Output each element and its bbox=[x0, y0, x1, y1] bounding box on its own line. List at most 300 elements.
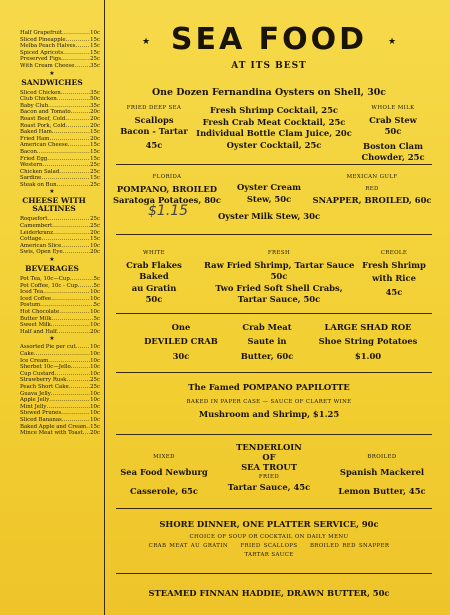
item-label: FRIED bbox=[258, 474, 280, 480]
menu-row bbox=[20, 322, 100, 329]
menu-row bbox=[20, 169, 100, 176]
divider bbox=[116, 573, 432, 574]
item-price: 20c bbox=[90, 122, 100, 129]
item-name: Club Chicken bbox=[20, 96, 57, 103]
item-line: TENDERLOIN bbox=[236, 442, 302, 452]
item-name: Steak on Bun bbox=[20, 181, 57, 188]
item-line: Crab Meat bbox=[242, 322, 292, 332]
item-name: Iced Tea bbox=[20, 289, 44, 296]
menu-row bbox=[20, 344, 100, 351]
dot-leader bbox=[70, 276, 94, 283]
item-label: MIXED bbox=[153, 454, 175, 460]
menu-row bbox=[20, 410, 100, 417]
dot-leader bbox=[46, 404, 90, 411]
dot-leader bbox=[62, 30, 90, 37]
dot-leader bbox=[69, 384, 90, 391]
item-name: Sardine bbox=[20, 175, 42, 182]
item-name: Cup Custard bbox=[20, 370, 55, 377]
item-line: Baked bbox=[139, 271, 169, 281]
item-line: Shoe String Potatoes bbox=[318, 335, 418, 346]
item-name: Baby Club bbox=[20, 102, 49, 109]
menu-row bbox=[20, 109, 100, 116]
item-line: au Gratin bbox=[131, 282, 177, 293]
item-name: Hot Chocolate bbox=[20, 309, 60, 315]
menu-row bbox=[20, 377, 100, 384]
dot-leader bbox=[43, 289, 90, 296]
item-name: Swis, Open Eye bbox=[20, 249, 63, 256]
dot-leader bbox=[78, 283, 94, 290]
item-line: Saratoga Potatoes, 80c bbox=[112, 195, 221, 205]
item-price: 10c bbox=[90, 397, 100, 404]
item-name: Western bbox=[20, 162, 43, 169]
item-name: Postum bbox=[20, 302, 41, 309]
menu-row bbox=[20, 149, 100, 156]
item-price: 25c bbox=[90, 56, 100, 63]
item-label: CRAB MEAT AU GRATIN bbox=[148, 542, 228, 549]
dot-leader bbox=[66, 123, 90, 130]
menu-row bbox=[20, 182, 100, 189]
dot-leader bbox=[47, 216, 90, 223]
star-ornament: ★ bbox=[49, 188, 55, 196]
oyster-cream-stew bbox=[228, 182, 310, 205]
item-name: Baked Ham bbox=[20, 129, 52, 136]
dot-leader bbox=[51, 296, 90, 303]
menu-row bbox=[20, 391, 100, 398]
item-name: Butter Milk bbox=[20, 315, 52, 322]
deviled-crab bbox=[126, 322, 236, 363]
item-name: Apple Jelly bbox=[20, 397, 50, 404]
item-price: 10c bbox=[90, 344, 100, 351]
item-price: 5c bbox=[93, 302, 100, 309]
menu-row bbox=[20, 289, 100, 296]
sandwiches-heading: SANDWICHES bbox=[21, 77, 83, 87]
menu-row bbox=[20, 123, 100, 130]
menu-row bbox=[20, 30, 100, 37]
item-label: TARTAR SAUCE bbox=[244, 551, 294, 558]
dot-leader bbox=[61, 56, 90, 63]
menu-row bbox=[20, 302, 100, 309]
menu-row bbox=[20, 276, 100, 283]
item-price: 25c bbox=[90, 168, 100, 175]
divider bbox=[116, 164, 432, 165]
star-ornament: ★ bbox=[49, 335, 55, 343]
item-price: 5c bbox=[93, 276, 100, 283]
item-line: One bbox=[171, 322, 191, 332]
item-name: Chicken Salad bbox=[20, 168, 60, 175]
item-price: 10c bbox=[90, 410, 100, 417]
item-price: 15c bbox=[90, 236, 100, 243]
menu-row bbox=[20, 243, 100, 250]
item-price: 20c bbox=[90, 249, 100, 256]
item-label: CHOICE OF SOUP OR COCKTAIL ON DAILY MENU bbox=[189, 533, 349, 540]
item-name: Sliced Pineapple bbox=[20, 36, 66, 43]
finnan-haddie: STEAMED FINNAN HADDIE, DRAWN BUTTER, 50c bbox=[148, 588, 390, 598]
fried-scallops bbox=[114, 103, 194, 151]
dot-leader bbox=[51, 316, 93, 323]
item-price: 50c bbox=[90, 96, 100, 103]
spanish-mackerel bbox=[332, 452, 432, 498]
item-price: 10c bbox=[90, 242, 100, 249]
item-line: Sea Food Newburg bbox=[120, 466, 208, 477]
dot-leader bbox=[40, 302, 93, 309]
beverages-heading: BEVERAGES bbox=[25, 264, 79, 274]
item-label: BAKED IN PAPER CASE — SAUCE OF CLARET WINE bbox=[186, 398, 352, 405]
item-line: Bacon - Tartar bbox=[120, 126, 188, 136]
menu-row bbox=[20, 96, 100, 103]
item-price: 15c bbox=[90, 142, 100, 149]
item-name: Bacon bbox=[20, 148, 37, 155]
item-line: 50c bbox=[270, 271, 288, 281]
item-name: Iced Coffee bbox=[20, 295, 52, 302]
shore-dinner-options bbox=[106, 543, 432, 549]
dot-leader bbox=[52, 223, 90, 230]
item-price: 15c bbox=[90, 148, 100, 155]
dot-leader bbox=[62, 417, 90, 424]
item-price: 10c bbox=[90, 295, 100, 302]
dot-leader bbox=[68, 142, 90, 149]
menu-row bbox=[20, 156, 100, 163]
pompano-papilotte bbox=[106, 382, 432, 420]
item-name: Fried Ham bbox=[20, 135, 50, 142]
item-line: DEVILED CRAB bbox=[144, 335, 218, 346]
item-label: MEXICAN GULF bbox=[346, 174, 398, 180]
item-price: 20c bbox=[90, 115, 100, 122]
item-label: FRESH bbox=[267, 250, 291, 256]
oysters-line: One Dozen Fernandina Oysters on Shell, 30c bbox=[152, 87, 386, 98]
dot-leader bbox=[55, 371, 91, 378]
crab-meat-saute bbox=[222, 322, 312, 363]
item-line: Stew, 50c bbox=[246, 193, 292, 204]
menu-row bbox=[20, 103, 100, 110]
dot-leader bbox=[52, 129, 90, 136]
divider bbox=[116, 508, 432, 509]
item-name: Roquefort bbox=[20, 216, 48, 223]
item-price: 5c bbox=[93, 315, 100, 322]
dot-leader bbox=[83, 430, 90, 437]
dot-leader bbox=[71, 109, 90, 116]
item-name: Pot Coffee, 10c - Cup bbox=[20, 282, 78, 289]
item-price: 25c bbox=[90, 162, 100, 169]
item-name: Strawberry Rusk bbox=[20, 377, 67, 384]
menu-row bbox=[20, 216, 100, 223]
item-price: 10c bbox=[90, 364, 100, 371]
item-price: 45c bbox=[385, 286, 403, 297]
item-name: Stewed Prunes bbox=[20, 410, 62, 417]
star-ornament: ★ bbox=[49, 256, 55, 264]
item-price: 10c bbox=[90, 30, 100, 36]
item-line: SHORE DINNER, ONE PLATTER SERVICE, 90c bbox=[159, 519, 379, 529]
menu-row bbox=[20, 50, 100, 57]
menu-row bbox=[20, 296, 100, 303]
menu-row bbox=[20, 384, 100, 391]
divider bbox=[116, 234, 432, 235]
item-line: Tartar Sauce, 50c bbox=[237, 294, 321, 304]
item-price: 25c bbox=[90, 223, 100, 230]
cheese-list bbox=[0, 214, 104, 256]
item-price: 15c bbox=[90, 423, 100, 430]
star-ornament: ★ bbox=[49, 69, 55, 77]
item-name: Roast Beef, Cold bbox=[20, 115, 66, 122]
cheese-heading: CHEESE WITH SALTINES bbox=[22, 196, 86, 214]
item-price: 20c bbox=[90, 135, 100, 142]
oyster-milk-stew: Oyster Milk Stew, 30c bbox=[217, 211, 321, 221]
crab-stew bbox=[354, 103, 432, 164]
dot-leader bbox=[61, 410, 90, 417]
item-line: SEA TROUT bbox=[241, 462, 297, 472]
item-name: Cake bbox=[20, 350, 34, 357]
star-icon: ★ bbox=[388, 37, 397, 47]
dot-leader bbox=[49, 397, 90, 404]
dot-leader bbox=[75, 43, 90, 50]
item-label: WHITE bbox=[143, 250, 165, 256]
dot-leader bbox=[37, 149, 90, 156]
sea-trout bbox=[214, 442, 324, 492]
menu-row bbox=[20, 230, 100, 237]
divider bbox=[116, 434, 432, 435]
item-line: Boston Clam bbox=[363, 140, 423, 151]
sandwiches-list bbox=[0, 88, 104, 189]
item-price: 10c bbox=[90, 370, 100, 377]
dot-leader bbox=[76, 344, 90, 351]
item-name: Baked Apple and Cream bbox=[20, 423, 87, 430]
beverages-list bbox=[0, 274, 104, 335]
dot-leader bbox=[47, 156, 90, 163]
main-menu bbox=[106, 0, 450, 615]
item-name: Preserved Figs bbox=[20, 56, 62, 63]
item-name: American Slice bbox=[20, 242, 62, 249]
dot-leader bbox=[48, 103, 90, 110]
item-price: 25c bbox=[90, 383, 100, 390]
item-label: BROILED bbox=[367, 454, 397, 460]
item-line: Oyster Cream bbox=[236, 182, 302, 192]
dot-leader bbox=[63, 249, 90, 256]
fried-shrimp-crabs bbox=[204, 248, 354, 306]
item-line: Lemon Butter, 45c bbox=[338, 486, 426, 496]
menu-row bbox=[20, 283, 100, 290]
dot-leader bbox=[59, 169, 90, 176]
item-price: 35c bbox=[90, 62, 100, 69]
menu-row bbox=[20, 223, 100, 230]
item-name: Camembert bbox=[20, 223, 53, 230]
item-price: 20c bbox=[90, 229, 100, 236]
menu-row bbox=[20, 63, 100, 70]
menu-row bbox=[20, 329, 100, 336]
item-line: Tartar Sauce, 45c bbox=[227, 482, 311, 492]
dot-leader bbox=[57, 182, 91, 189]
item-label: BROILED RED SNAPPER bbox=[310, 542, 390, 549]
item-label: FLORIDA bbox=[152, 174, 182, 180]
item-name: Sweet Milk bbox=[20, 322, 51, 329]
dot-leader bbox=[57, 96, 90, 103]
item-name: Roast Pork, Cold bbox=[20, 122, 66, 129]
item-line: Raw Fried Shrimp, Tartar Sauce bbox=[204, 259, 355, 270]
item-line: Saute in bbox=[247, 335, 287, 346]
menu-row bbox=[20, 417, 100, 424]
item-line: LARGE SHAD ROE bbox=[324, 322, 412, 332]
item-name: Fried Egg bbox=[20, 155, 48, 162]
item-line: Fresh Shrimp Cocktail, 25c bbox=[209, 105, 339, 115]
menu-row bbox=[20, 351, 100, 358]
page-subtitle: AT ITS BEST bbox=[231, 61, 307, 71]
divider bbox=[116, 372, 432, 373]
item-line: Chowder, 25c bbox=[361, 152, 425, 162]
item-price: 35c bbox=[90, 102, 100, 109]
item-price: 10c bbox=[90, 309, 100, 315]
item-price: 50c bbox=[145, 294, 163, 304]
star-icon: ★ bbox=[142, 37, 151, 47]
item-price: 15c bbox=[90, 155, 100, 162]
item-name: With Cream Cheese bbox=[20, 62, 75, 69]
item-price: 15c bbox=[90, 36, 100, 43]
menu-row bbox=[20, 236, 100, 243]
menu-row bbox=[20, 316, 100, 323]
item-name: Ice Cream bbox=[20, 357, 49, 364]
item-line: Fresh Crab Meat Cocktail, 25c bbox=[202, 116, 346, 127]
item-price: $1.00 bbox=[354, 351, 382, 361]
item-label: RED bbox=[365, 185, 379, 192]
menu-row bbox=[20, 116, 100, 123]
item-price: 15c bbox=[90, 175, 100, 182]
page-title: SEA FOOD bbox=[170, 22, 368, 57]
item-line: Casserole, 65c bbox=[130, 486, 198, 496]
menu-row bbox=[20, 397, 100, 404]
menu-row bbox=[20, 175, 100, 182]
item-line: Mushroom and Shrimp, $1.25 bbox=[198, 408, 340, 419]
item-price: 10c bbox=[90, 289, 100, 296]
crab-flakes bbox=[106, 248, 202, 306]
dot-leader bbox=[49, 136, 90, 143]
desserts-list bbox=[0, 342, 104, 436]
item-name: Sliced Chicken bbox=[20, 89, 61, 96]
shore-dinner bbox=[106, 519, 432, 558]
dot-leader bbox=[51, 322, 90, 329]
dot-leader bbox=[71, 364, 90, 371]
dot-leader bbox=[41, 175, 90, 182]
item-line: Butter, 60c bbox=[240, 351, 294, 361]
dot-leader bbox=[74, 63, 90, 70]
sidebar-menu bbox=[0, 0, 105, 615]
item-price: 20c bbox=[90, 430, 100, 437]
item-line: with Rice bbox=[372, 273, 416, 283]
red-snapper bbox=[312, 172, 432, 207]
item-price: 25c bbox=[90, 216, 100, 223]
item-line: SNAPPER, BROILED, 60c bbox=[312, 195, 432, 205]
item-name: Cottage bbox=[20, 236, 42, 243]
item-line: Fresh Shrimp bbox=[362, 259, 426, 270]
dot-leader bbox=[53, 230, 90, 237]
dot-leader bbox=[59, 309, 90, 316]
dot-leader bbox=[61, 243, 90, 250]
menu-row bbox=[20, 43, 100, 50]
item-label: FRIED SCALLOPS bbox=[240, 542, 298, 549]
item-label: CREOLE bbox=[380, 250, 408, 256]
pompano-broiled bbox=[112, 172, 222, 207]
cocktails bbox=[194, 105, 354, 151]
item-name: Half Grapefruit bbox=[20, 30, 63, 36]
item-line: POMPANO, BROILED bbox=[116, 183, 218, 194]
dot-leader bbox=[65, 116, 90, 123]
item-price: 25c bbox=[90, 181, 100, 188]
menu-row bbox=[20, 142, 100, 149]
handwritten-price: $1.15 bbox=[148, 203, 189, 219]
item-name: Melba Peach Halves bbox=[20, 43, 76, 50]
dot-leader bbox=[66, 37, 91, 44]
menu-row bbox=[20, 249, 100, 256]
menu-row bbox=[20, 129, 100, 136]
item-line: Oyster Cocktail, 25c bbox=[226, 139, 322, 150]
dot-leader bbox=[57, 329, 90, 336]
item-name: Mint Jelly bbox=[20, 403, 47, 410]
item-price: 20c bbox=[90, 109, 100, 116]
item-price: 15c bbox=[90, 49, 100, 56]
dot-leader bbox=[42, 162, 90, 169]
item-price: 5c bbox=[93, 282, 100, 289]
item-line: 50c bbox=[384, 126, 402, 136]
menu-row bbox=[20, 404, 100, 411]
item-price: 25c bbox=[90, 377, 100, 384]
item-name: American Cheese bbox=[20, 142, 68, 149]
menu-row bbox=[20, 424, 100, 431]
dot-leader bbox=[63, 50, 90, 57]
item-price: 30c bbox=[172, 351, 190, 361]
menu-row bbox=[20, 430, 100, 437]
dot-leader bbox=[42, 236, 91, 243]
item-label: WHOLE MILK bbox=[371, 105, 415, 111]
menu-row bbox=[20, 358, 100, 365]
fruit-list bbox=[0, 0, 104, 70]
menu-row bbox=[20, 56, 100, 63]
item-line: OF bbox=[262, 452, 276, 462]
divider bbox=[116, 313, 432, 314]
menu-row bbox=[20, 371, 100, 378]
item-price: 10c bbox=[90, 416, 100, 423]
item-name: Peach Short Cake bbox=[20, 383, 69, 390]
item-price: 45c bbox=[145, 139, 163, 150]
dot-leader bbox=[51, 391, 90, 398]
item-name: Half and Half bbox=[20, 328, 57, 335]
creole-shrimp bbox=[354, 248, 434, 298]
item-price: 10c bbox=[90, 403, 100, 410]
dot-leader bbox=[34, 351, 90, 358]
item-line: Individual Bottle Clam Juice, 20c bbox=[196, 128, 352, 138]
item-price: 35c bbox=[90, 89, 100, 96]
dot-leader bbox=[66, 377, 90, 384]
menu-row bbox=[20, 162, 100, 169]
item-line: Crab Stew bbox=[369, 114, 417, 125]
sea-food-newburg bbox=[116, 452, 212, 498]
item-price: 10c bbox=[90, 390, 100, 397]
item-name: Leiderkranz bbox=[20, 229, 54, 236]
item-price: 20c bbox=[90, 328, 100, 335]
item-line: Spanish Mackerel bbox=[339, 466, 425, 477]
item-line: Two Fried Soft Shell Crabs, bbox=[215, 282, 343, 293]
item-name: Assorted Pie per cut bbox=[20, 344, 76, 351]
item-line: The Famed POMPANO PAPILOTTE bbox=[188, 382, 350, 392]
dot-leader bbox=[48, 358, 90, 365]
shad-roe bbox=[308, 322, 428, 363]
menu-row bbox=[20, 309, 100, 316]
item-name: Bacon and Tomato bbox=[20, 109, 71, 116]
item-name: Sherbet 10c—Jello bbox=[20, 364, 71, 371]
item-name: Sliced Bananas bbox=[20, 416, 62, 423]
item-name: Guava Jelly bbox=[20, 390, 51, 397]
item-price: 15c bbox=[90, 43, 100, 50]
item-line: Crab Flakes bbox=[126, 259, 182, 270]
menu-row bbox=[20, 364, 100, 371]
item-price: 15c bbox=[90, 129, 100, 136]
dot-leader bbox=[61, 90, 90, 97]
item-price: 10c bbox=[90, 350, 100, 357]
